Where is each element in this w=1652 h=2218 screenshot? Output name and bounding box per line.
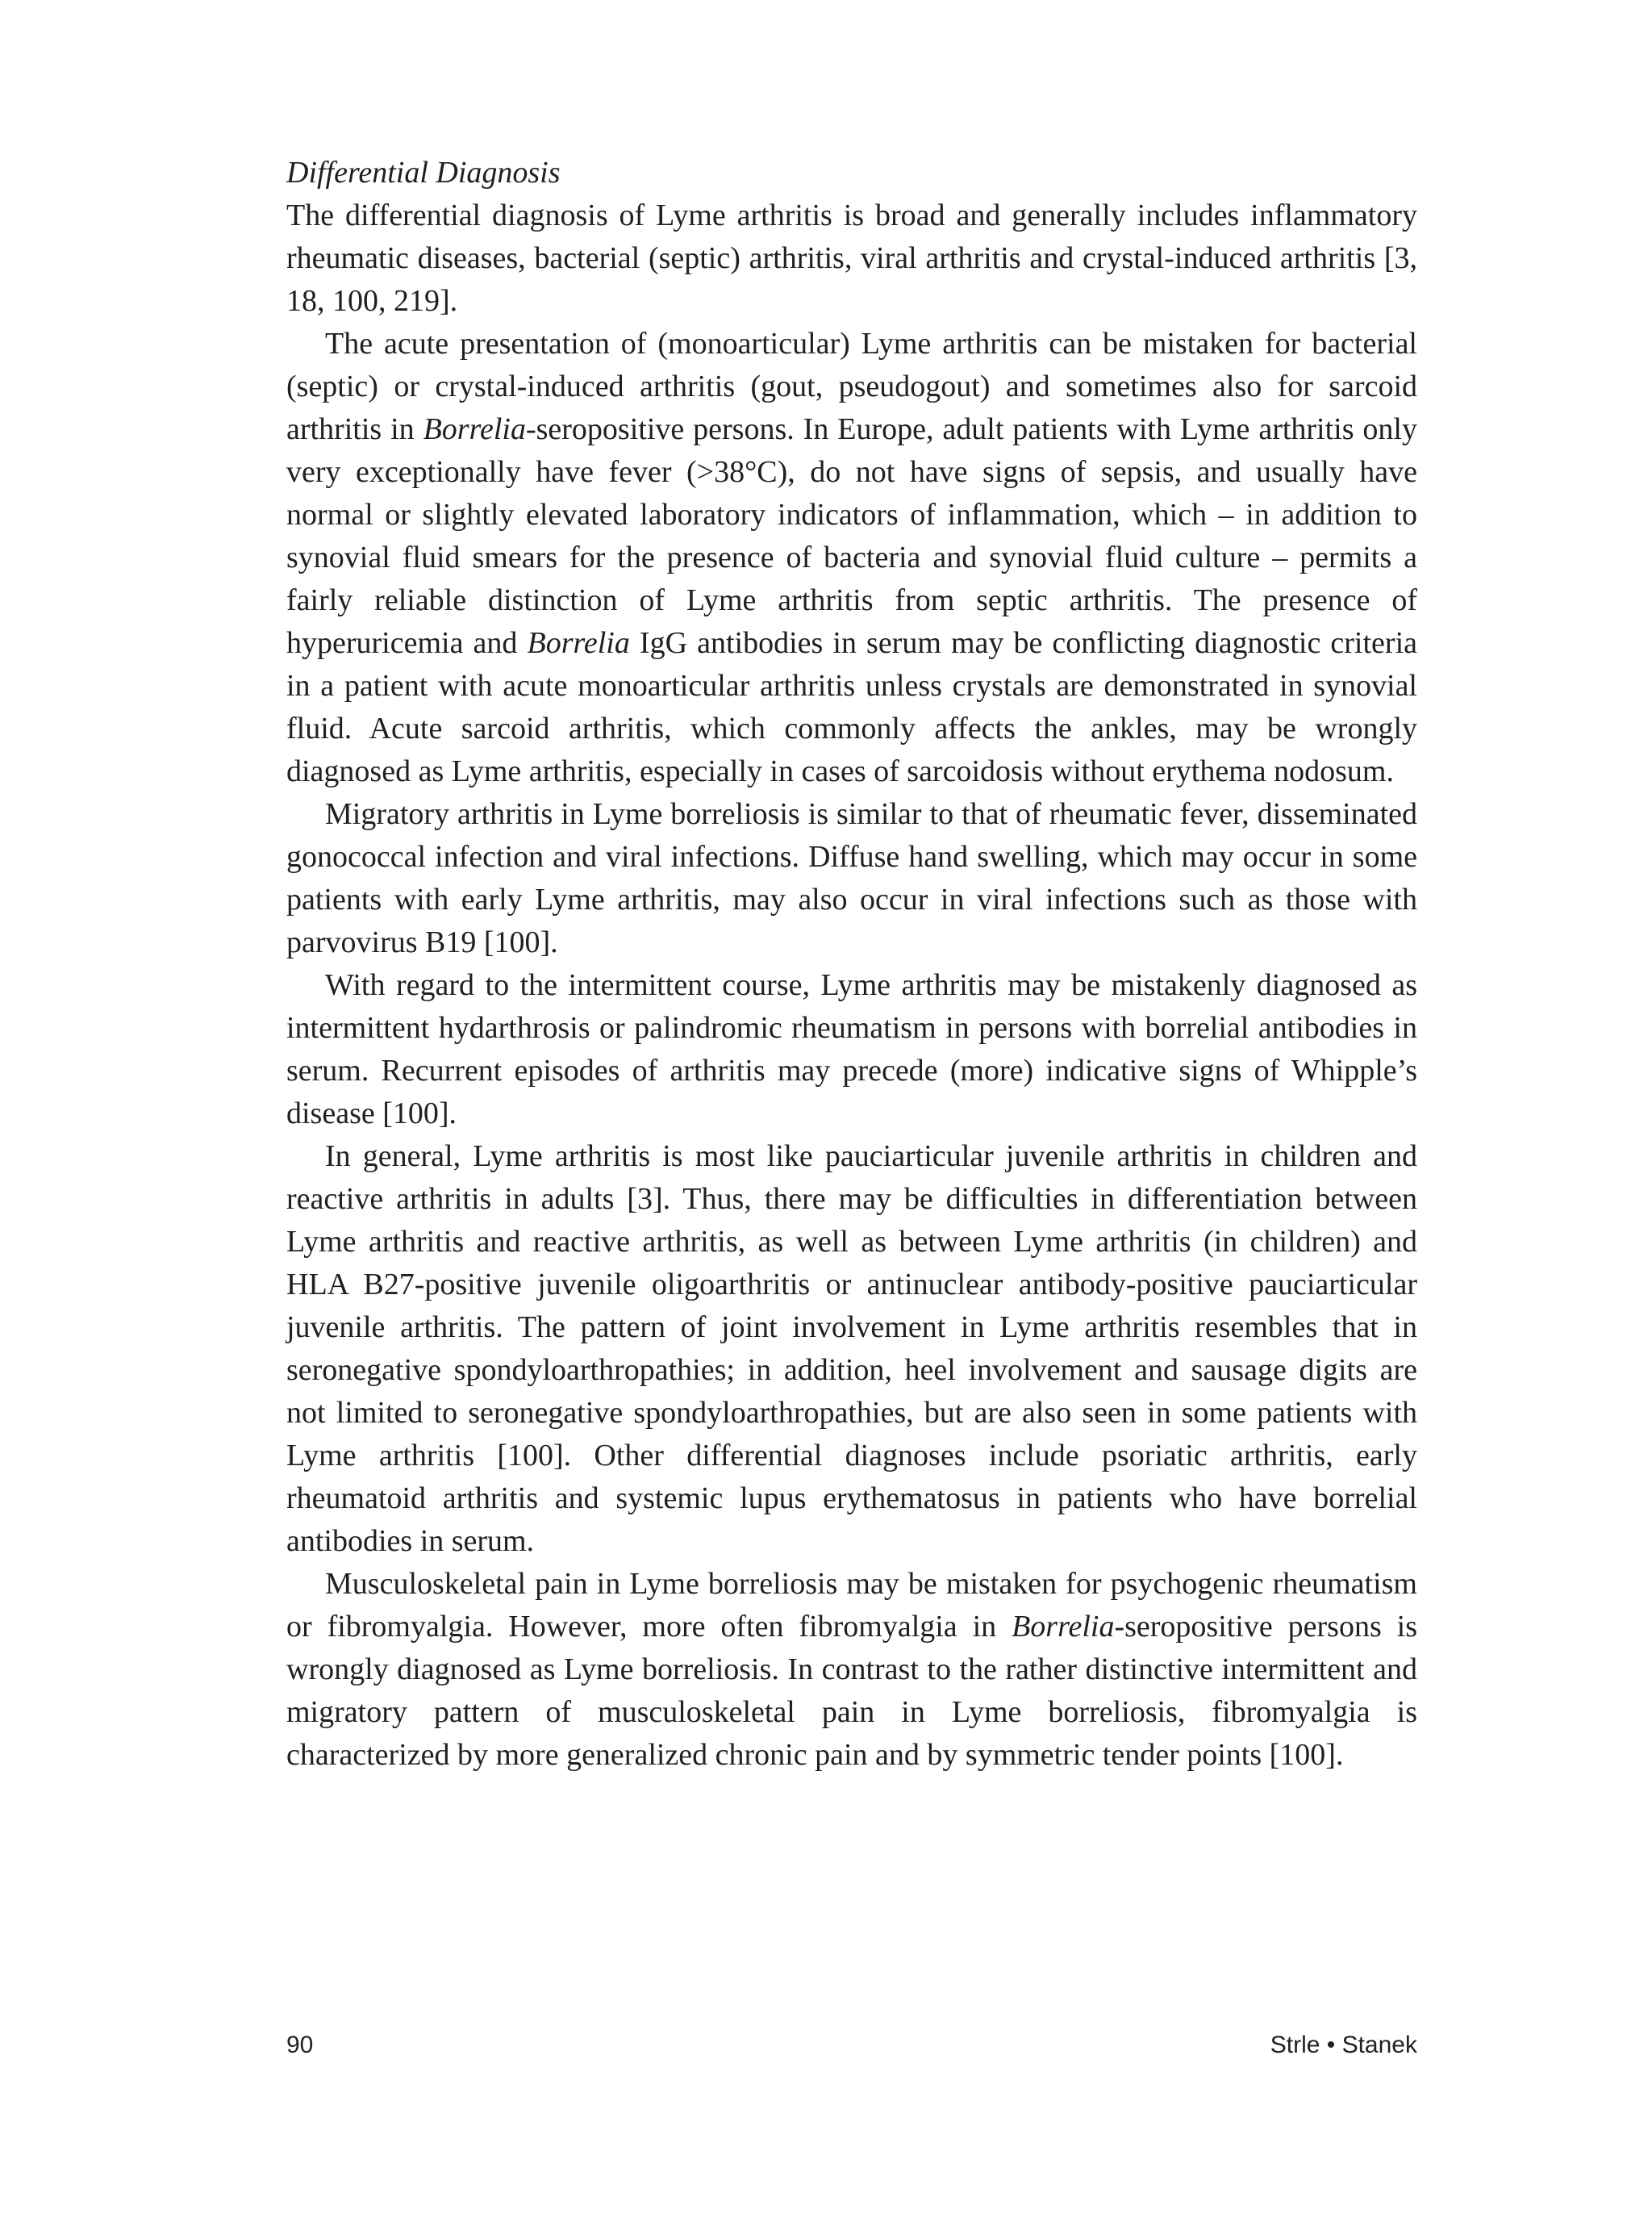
italic-term: Borrelia	[423, 412, 526, 446]
paragraph	[286, 323, 1417, 793]
text-run: -seropositive persons is wrongly diagnosed as Lyme borreliosis. In contrast to the rather distinctive intermittent and migratory pattern of musculoskeletal pain in Lyme borreliosis, fibromyalgia is characterized by more generalized chronic pain and by symmetric tender points [100].	[286, 1610, 1417, 1772]
body-text	[286, 152, 1417, 1777]
text-run: The acute presentation of (monoarticular) Lyme arthritis can be mistaken for bacterial (septic) or crystal-induced arthritis (gout, pseudogout) and sometimes also for sarcoid arthritis in	[286, 327, 1417, 446]
text-run: Musculoskeletal pain in Lyme borreliosis may be mistaken for psychogenic rheumatism or fibromyalgia. However, more often fibromyalgia in	[286, 1567, 1417, 1644]
text-run: The differential diagnosis of Lyme arthritis is broad and generally includes inflammatory rheumatic diseases, bacterial (septic) arthritis, viral arthritis and crystal-induced arthritis [3, 18, 100, 219].	[286, 198, 1417, 318]
text-run: In general, Lyme arthritis is most like pauciarticular juvenile arthritis in children and reactive arthritis in adults [3]. Thus, there may be difficulties in differentiation between Lyme arthritis and reactive arthritis, as well as between Lyme arthritis (in children) and HLA B27-positive juvenile oligoarthritis or antinuclear antibody-positive pauciarticular juvenile arthritis. The pattern of joint involvement in Lyme arthritis resembles that in seronegative spondyloarthropathies; in addition, heel involvement and sausage digits are not limited to seronegative spondyloarthropathies, but are also seen in some patients with Lyme arthritis [100]. Other differential diagnoses include psoriatic arthritis, early rheumatoid arthritis and systemic lupus erythematosus in patients who have borrelial antibodies in serum.	[286, 1139, 1417, 1558]
running-authors: Strle • Stanek	[1270, 2032, 1417, 2058]
italic-term: Borrelia	[527, 626, 630, 660]
italic-term: Borrelia	[1012, 1610, 1115, 1644]
text-run: -seropositive persons. In Europe, adult patients with Lyme arthritis only very exceptionally have fever (>38°C), do not have signs of sepsis, and usually have normal or slightly elevated laboratory indicators of inflammation, which – in addition to synovial fluid smears for the presence of bacteria and synovial fluid culture – permits a fairly reliable distinction of Lyme arthritis from septic arthritis. The presence of hyperuricemia and	[286, 412, 1417, 660]
text-run: Migratory arthritis in Lyme borreliosis is similar to that of rheumatic fever, disseminated gonococcal infection and viral infections. Diffuse hand swelling, which may occur in some patients with early Lyme arthritis, may also occur in viral infections such as those with parvovirus B19 [100].	[286, 797, 1417, 959]
paragraph	[286, 1135, 1417, 1563]
paragraph	[286, 964, 1417, 1135]
paragraph	[286, 1563, 1417, 1777]
paragraph	[286, 793, 1417, 964]
text-run: With regard to the intermittent course, Lyme arthritis may be mistakenly diagnosed as intermittent hydarthrosis or palindromic rheumatism in persons with borrelial antibodies in serum. Recurrent episodes of arthritis may precede (more) indicative signs of Whipple’s disease [100].	[286, 968, 1417, 1130]
text-run: IgG antibodies in serum may be conflicting diagnostic criteria in a patient with acute monoarticular arthritis unless crystals are demonstrated in synovial fluid. Acute sarcoid arthritis, which commonly affects the ankles, may be wrongly diagnosed as Lyme arthritis, especially in cases of sarcoidosis without erythema nodosum.	[286, 626, 1417, 788]
section-heading: Differential Diagnosis	[286, 156, 561, 190]
paragraph	[286, 194, 1417, 323]
paragraph-list	[286, 194, 1417, 1777]
page-number: 90	[286, 2032, 314, 2058]
